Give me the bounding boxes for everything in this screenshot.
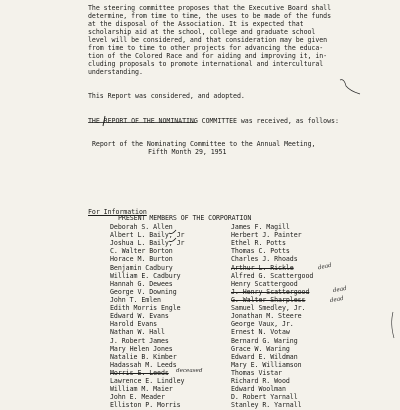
- member-name: George V. Downing: [110, 287, 177, 296]
- check-mark-icon: [168, 229, 180, 249]
- members-heading: PRESENT MEMBERS OF THE CORPORATION: [118, 214, 252, 222]
- paragraph-line: level will be considered, and that consideration may be given: [88, 36, 328, 44]
- member-name: George Vaux, Jr.: [231, 320, 294, 329]
- margin-pen-mark-icon: [338, 76, 364, 96]
- member-name: D. Robert Yarnall: [231, 393, 298, 402]
- members-right-column: [231, 223, 313, 410]
- member-name: Mary Helen Jones: [110, 344, 173, 353]
- member-name: Edith Morris Engle: [110, 304, 181, 313]
- paragraph-line: The steering committee proposes that the Executive Board shall: [88, 4, 332, 12]
- heading-handwritten-mark: [88, 115, 218, 127]
- paragraph-line: from time to time to other projects for advancing the educa-: [88, 44, 324, 52]
- paragraph-line: at the disposal of the Association. It is expected that: [88, 20, 304, 28]
- member-name: Ernest N. Votaw: [231, 328, 290, 337]
- member-name: Arthur L. Rickle: [231, 263, 294, 272]
- member-name: Hannah G. Dewees: [110, 279, 173, 288]
- paragraph-line: understanding.: [88, 68, 143, 76]
- member-name: Mary E. Williamson: [231, 360, 302, 369]
- member-name: Albert L. Baily, Jr: [110, 231, 185, 240]
- member-name: Natalie B. Kimber: [110, 352, 177, 361]
- member-name: Alfred G. Scattergood: [231, 271, 314, 280]
- member-name: John T. Emlen: [110, 295, 161, 304]
- member-name: Nathan W. Hall: [110, 328, 165, 337]
- member-name: Joshua L. Baily, Jr: [110, 239, 185, 248]
- handwritten-dead-note: dead: [329, 295, 345, 305]
- for-information-label: For Information: [88, 208, 147, 216]
- report-considered-text: This Report was considered, and adopted.: [88, 92, 245, 100]
- member-name: Hadassah M. Leeds: [110, 360, 177, 369]
- paragraph-line: tion of the Colored Race and for aiding and improving it, in-: [88, 52, 328, 60]
- margin-pen-mark-icon: [388, 310, 398, 340]
- member-name: Charles J. Rhoads: [231, 255, 298, 264]
- member-name: Jonathan M. Steere: [231, 312, 302, 321]
- member-name: J. Robert James: [110, 336, 169, 345]
- member-name: G. Walter Sharpless: [231, 295, 306, 304]
- member-name: John E. Meader: [110, 393, 165, 402]
- member-name: William E. Cadbury: [110, 271, 181, 280]
- members-left-column: [110, 223, 184, 410]
- paragraph-line: determine, from time to time, the uses to be made of the funds: [88, 12, 332, 20]
- member-name: Stanley R. Yarnall: [231, 401, 302, 410]
- member-name: Horace M. Burton: [110, 255, 173, 264]
- handwritten-deceased-note: deceased: [176, 368, 203, 374]
- member-name: Herbert J. Painter: [231, 231, 302, 240]
- report-title-line2: Fifth Month 29, 1951: [148, 148, 227, 156]
- member-name: Edward E. Wildman: [231, 352, 298, 361]
- member-name: Benjamin Cadbury: [110, 263, 173, 272]
- member-name: Henry Scattergood: [231, 279, 298, 288]
- member-name: Harold Evans: [110, 320, 158, 329]
- member-name: Edward W. Evans: [110, 312, 169, 321]
- member-name: Richard R. Wood: [231, 377, 290, 386]
- member-name: J. Henry Scattergood: [231, 287, 310, 296]
- member-name: Lawrence E. Lindley: [110, 377, 185, 386]
- handwritten-dead-note: dead: [332, 285, 348, 295]
- member-name: Thomas C. Potts: [231, 247, 290, 256]
- report-title-line1: Report of the Nominating Committee to the Annual Meeting,: [92, 140, 316, 148]
- member-name: C. Walter Borton: [110, 247, 173, 256]
- member-name: Grace W. Waring: [231, 344, 290, 353]
- member-name: Thomas Vistar: [231, 368, 282, 377]
- member-name: Morris E. Leeds: [110, 368, 169, 377]
- paragraph-line: cluding proposals to promote international and intercultural: [88, 60, 324, 68]
- member-name: Edward Woolman: [231, 385, 286, 394]
- member-name: Bernard G. Waring: [231, 336, 298, 345]
- member-name: William M. Maier: [110, 385, 173, 394]
- paragraph-line: scholarship aid at the school, college and graduate school: [88, 28, 316, 36]
- nominating-heading: THE REPORT OF THE NOMINATING COMMITTEE was received, as follows:: [88, 117, 339, 125]
- member-name: Ethel R. Potts: [231, 239, 286, 248]
- member-name: Samuel Smedley, Jr.: [231, 304, 306, 313]
- member-name: Deborah S. Allen: [110, 223, 173, 231]
- member-name: James F. Magill: [231, 223, 290, 231]
- member-name: Elliston P. Morris: [110, 401, 181, 410]
- handwritten-dead-note: dead: [317, 262, 333, 272]
